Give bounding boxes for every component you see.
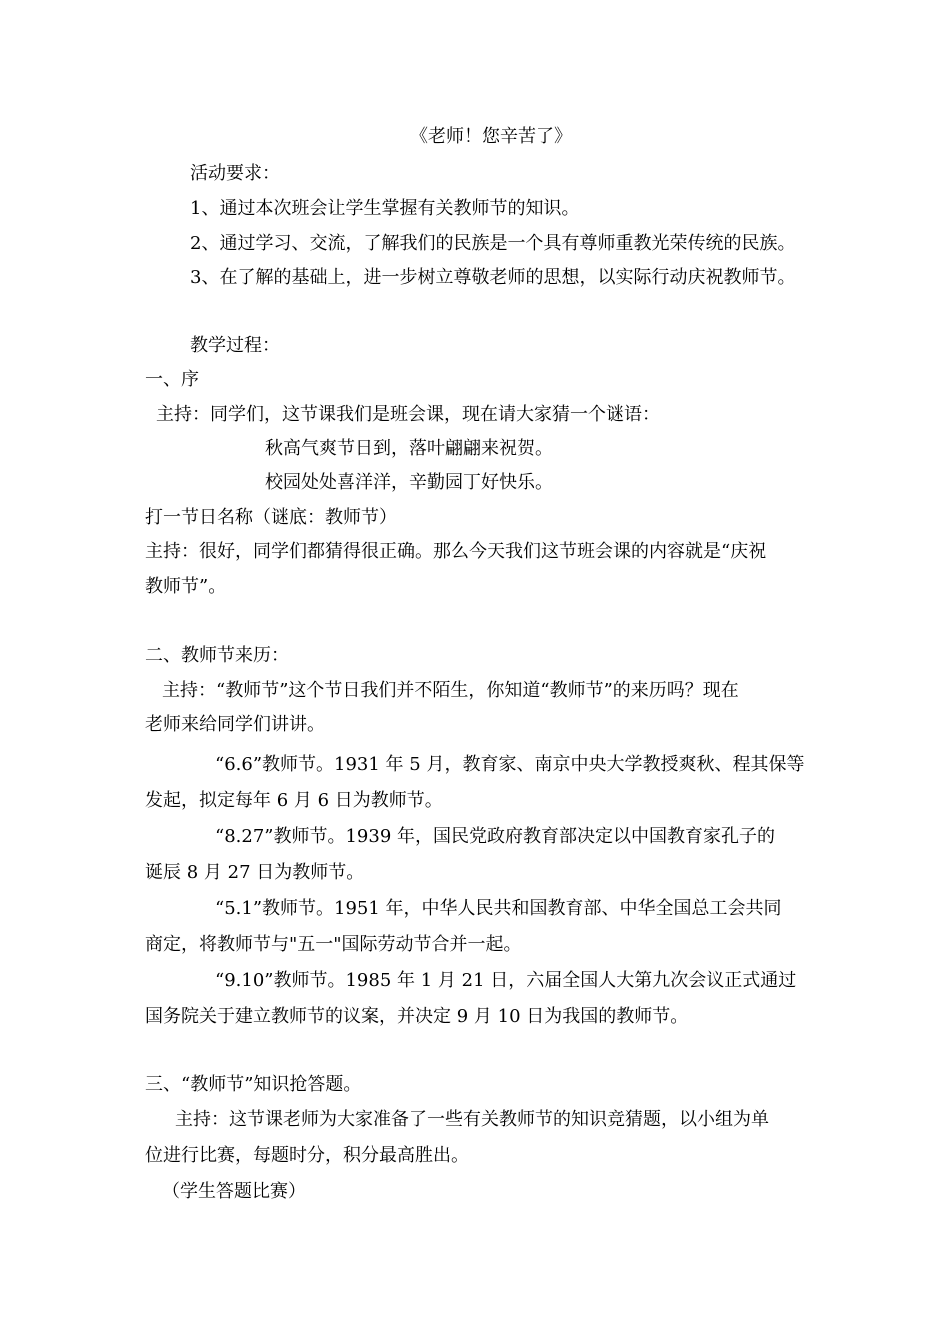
section1-host-intro: 主持：同学们，这节课我们是班会课，现在请大家猜一个谜语： xyxy=(156,404,660,425)
riddle-line: 校园处处喜洋洋，辛勤园丁好快乐。 xyxy=(265,472,553,493)
section3-heading: 三、“教师节”知识抢答题。 xyxy=(145,1074,362,1095)
section1-host-reply: 主持：很好，同学们都猜得很正确。那么今天我们这节班会课的内容就是“庆祝 xyxy=(145,541,767,562)
section2-heading: 二、教师节来历： xyxy=(145,645,289,666)
requirements-heading: 活动要求： xyxy=(190,163,280,184)
history-paragraph: “8.27”教师节。1939 年，国民党政府教育部决定以中国教育家孔子的 xyxy=(215,826,776,847)
riddle-answer: 打一节日名称（谜底：教师节） xyxy=(145,507,397,528)
section2-host: 主持：“教师节”这个节日我们并不陌生，你知道“教师节”的来历吗？现在 xyxy=(162,680,739,701)
history-paragraph: “9.10”教师节。1985 年 1 月 21 日，六届全国人大第九次会议正式通过 xyxy=(215,970,797,991)
process-heading: 教学过程： xyxy=(190,335,280,356)
section1-heading: 一、序 xyxy=(145,369,199,390)
history-paragraph: “5.1”教师节。1951 年，中华人民共和国教育部、中华全国总工会共同 xyxy=(215,898,782,919)
history-paragraph: 发起，拟定每年 6 月 6 日为教师节。 xyxy=(145,790,443,811)
section3-host: 位进行比赛，每题时分，积分最高胜出。 xyxy=(145,1145,469,1166)
history-paragraph: 诞辰 8 月 27 日为教师节。 xyxy=(145,862,365,883)
section3-host: 主持：这节课老师为大家准备了一些有关教师节的知识竞猜题，以小组为单 xyxy=(175,1109,769,1130)
section1-host-reply: 教师节”。 xyxy=(145,576,227,597)
riddle-line: 秋高气爽节日到，落叶翩翩来祝贺。 xyxy=(265,438,553,459)
requirement-item: 2、通过学习、交流，了解我们的民族是一个具有尊师重教光荣传统的民族。 xyxy=(190,233,796,254)
requirement-item: 1、通过本次班会让学生掌握有关教师节的知识。 xyxy=(190,198,580,219)
section2-host: 老师来给同学们讲讲。 xyxy=(145,714,325,735)
document-title: 《老师！您辛苦了》 xyxy=(410,126,572,147)
section3-note: （学生答题比赛） xyxy=(162,1181,306,1202)
history-paragraph: 商定，将教师节与"五一"国际劳动节合并一起。 xyxy=(145,934,522,955)
history-paragraph: 国务院关于建立教师节的议案，并决定 9 月 10 日为我国的教师节。 xyxy=(145,1006,689,1027)
requirement-item: 3、在了解的基础上，进一步树立尊敬老师的思想，以实际行动庆祝教师节。 xyxy=(190,267,796,288)
history-paragraph: “6.6”教师节。1931 年 5 月，教育家、南京中央大学教授爽秋、程其保等 xyxy=(215,754,805,775)
